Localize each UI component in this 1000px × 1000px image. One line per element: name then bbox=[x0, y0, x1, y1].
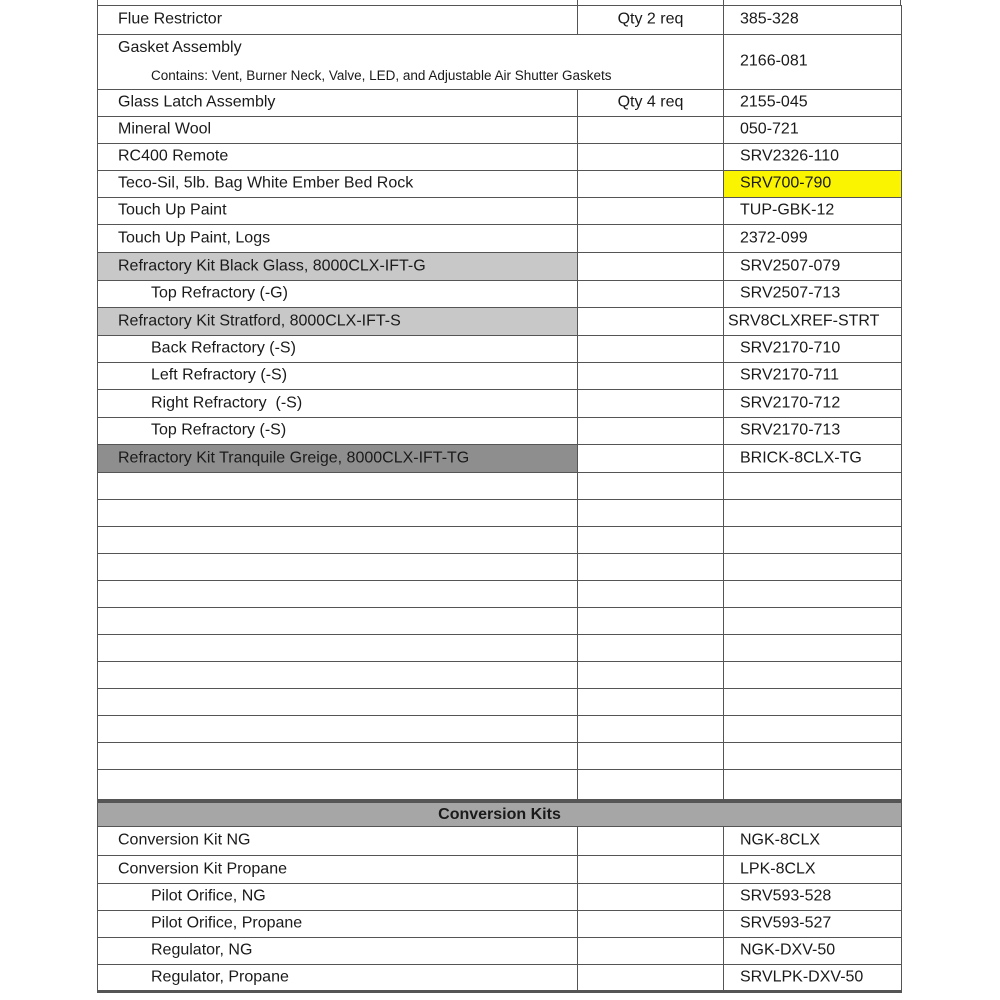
part-number: 385-328 bbox=[740, 10, 799, 28]
part-number: NGK-DXV-50 bbox=[740, 941, 836, 959]
table-bottom-border bbox=[97, 990, 902, 993]
part-name: Top Refractory (-S) bbox=[151, 421, 287, 439]
table-row bbox=[97, 390, 902, 418]
table-row bbox=[97, 281, 902, 308]
highlighted-part-number-cell bbox=[723, 171, 902, 198]
empty-row bbox=[97, 662, 902, 689]
part-name: Gasket Assembly bbox=[118, 39, 242, 56]
part-number: SRV2170-711 bbox=[740, 366, 840, 384]
table-row bbox=[97, 171, 902, 198]
table-row bbox=[97, 827, 902, 856]
part-name: Conversion Kit Propane bbox=[118, 860, 287, 878]
part-name: Refractory Kit Black Glass, 8000CLX-IFT-G bbox=[118, 257, 426, 275]
table-row bbox=[97, 225, 902, 253]
part-qty: Qty 2 req bbox=[617, 10, 684, 28]
part-number: BRICK-8CLX-TG bbox=[740, 449, 862, 467]
table-row bbox=[97, 90, 902, 117]
empty-row bbox=[97, 500, 902, 527]
empty-row bbox=[97, 581, 902, 608]
parts-list-sheet bbox=[97, 0, 902, 1000]
part-number: SRV593-527 bbox=[740, 914, 832, 932]
table-row bbox=[97, 418, 902, 445]
part-name: Teco-Sil, 5lb. Bag White Ember Bed Rock bbox=[118, 174, 414, 192]
table-row-kit-header bbox=[97, 253, 902, 281]
part-name: Refractory Kit Tranquile Greige, 8000CLX-IFT-TG bbox=[118, 449, 470, 467]
part-number: 050-721 bbox=[740, 120, 799, 138]
part-name: Flue Restrictor bbox=[118, 10, 223, 28]
part-number: SRV2170-710 bbox=[740, 339, 841, 357]
part-number: SRV2507-079 bbox=[740, 257, 841, 275]
empty-row bbox=[97, 527, 902, 554]
part-number: SRV700-790 bbox=[740, 174, 832, 192]
part-number: SRV2170-713 bbox=[740, 421, 841, 439]
part-name: Pilot Orifice, Propane bbox=[151, 914, 303, 932]
part-name: Pilot Orifice, NG bbox=[151, 887, 266, 905]
part-name: Refractory Kit Stratford, 8000CLX-IFT-S bbox=[118, 312, 401, 330]
part-number: SRV8CLXREF-STRT bbox=[728, 312, 880, 330]
part-number: LPK-8CLX bbox=[740, 860, 816, 878]
table-row bbox=[97, 965, 902, 992]
empty-row bbox=[97, 770, 902, 800]
part-number: 2166-081 bbox=[740, 52, 808, 70]
section-header-conversion-kits bbox=[97, 800, 902, 827]
part-name: Back Refractory (-S) bbox=[151, 339, 296, 357]
table-row bbox=[97, 336, 902, 363]
part-number: 2155-045 bbox=[740, 93, 808, 111]
part-number: SRVLPK-DXV-50 bbox=[740, 968, 864, 986]
empty-row bbox=[97, 743, 902, 770]
table-row-kit-header bbox=[97, 445, 902, 473]
part-name: Conversion Kit NG bbox=[118, 831, 251, 849]
table-row bbox=[97, 938, 902, 965]
part-name: Top Refractory (-G) bbox=[151, 284, 288, 302]
part-name: Mineral Wool bbox=[118, 120, 212, 138]
table-row bbox=[97, 911, 902, 938]
table-row bbox=[97, 144, 902, 171]
empty-row bbox=[97, 635, 902, 662]
part-qty: Qty 4 req bbox=[617, 93, 684, 111]
part-number: NGK-8CLX bbox=[740, 831, 821, 849]
table-row bbox=[97, 35, 902, 90]
table-row bbox=[97, 363, 902, 390]
section-title: Conversion Kits bbox=[438, 806, 561, 823]
part-number: SRV2507-713 bbox=[740, 284, 841, 302]
table-row-kit-header bbox=[97, 308, 902, 336]
empty-row bbox=[97, 716, 902, 743]
empty-row bbox=[97, 608, 902, 635]
part-name: Right Refractory (-S) bbox=[151, 394, 303, 412]
part-name: Glass Latch Assembly bbox=[118, 93, 276, 111]
empty-row bbox=[97, 554, 902, 581]
part-number: SRV2170-712 bbox=[740, 394, 841, 412]
table-row bbox=[97, 856, 902, 884]
part-name: RC400 Remote bbox=[118, 147, 229, 165]
part-name: Touch Up Paint bbox=[118, 201, 227, 219]
part-note: Contains: Vent, Burner Neck, Valve, LED, and Adjustable Air Shutter Gaskets bbox=[151, 68, 612, 83]
part-number: 2372-099 bbox=[740, 229, 808, 247]
part-number: SRV2326-110 bbox=[740, 147, 840, 165]
table-row bbox=[97, 6, 902, 35]
table-row bbox=[97, 884, 902, 911]
empty-row bbox=[97, 689, 902, 716]
table-row bbox=[97, 117, 902, 144]
part-name: Left Refractory (-S) bbox=[151, 366, 288, 384]
part-name: Regulator, Propane bbox=[151, 968, 289, 986]
part-number: SRV593-528 bbox=[740, 887, 832, 905]
part-name: Regulator, NG bbox=[151, 941, 253, 959]
table-row bbox=[97, 198, 902, 225]
empty-row bbox=[97, 473, 902, 500]
part-name: Touch Up Paint, Logs bbox=[118, 229, 271, 247]
part-number: TUP-GBK-12 bbox=[740, 201, 835, 219]
